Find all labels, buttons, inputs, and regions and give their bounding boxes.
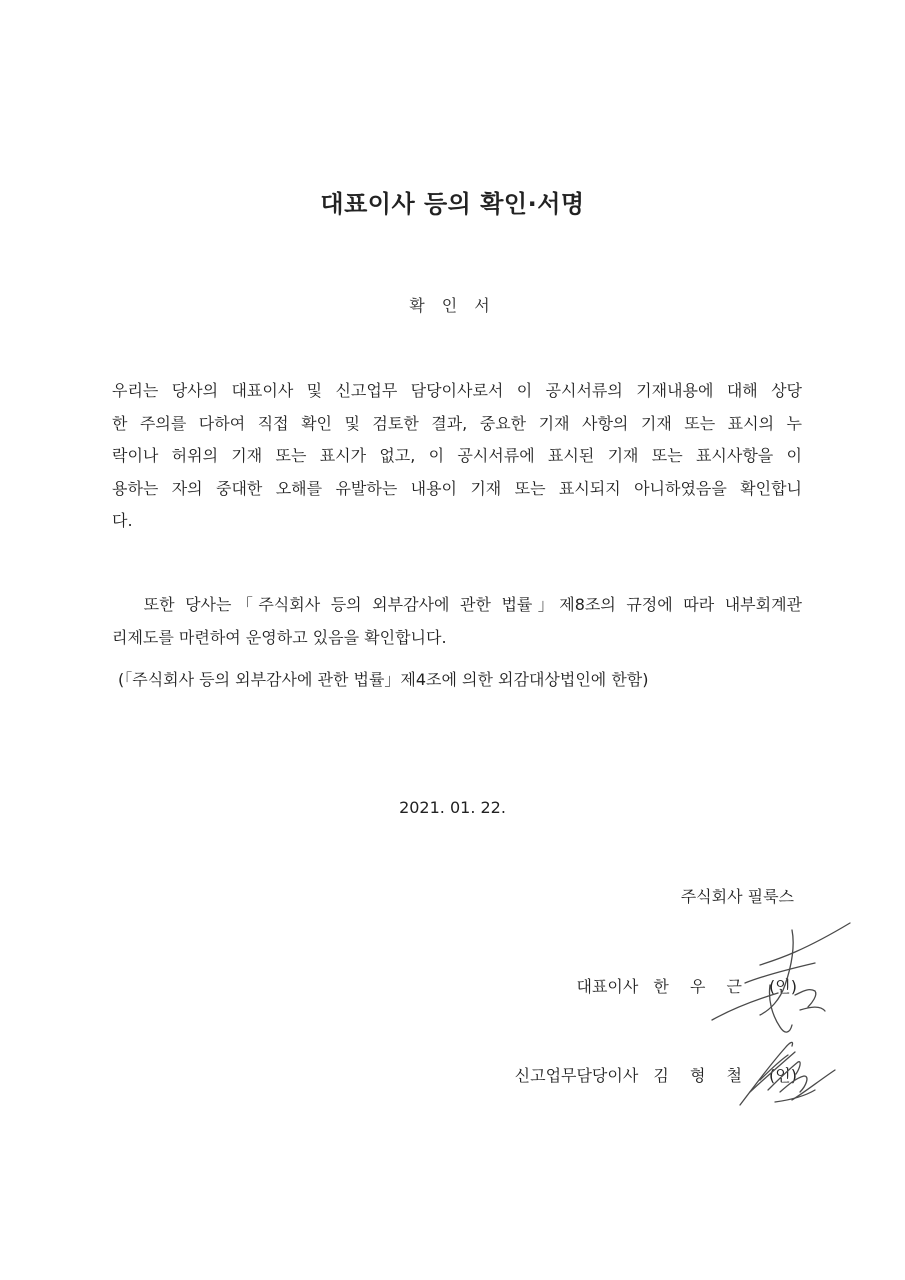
paragraph-line: 또한 당사는「주식회사 등의 외부감사에 관한 법률」제8조의 규정에 따라 내부회계관	[112, 595, 802, 614]
paragraph-line: 락이나 허위의 기재 또는 표시가 없고, 이 공시서류에 표시된 기재 또는 표시사항을 이	[112, 446, 802, 465]
document-subtitle: 확 인 서	[409, 296, 496, 315]
document-date: 2021. 01. 22.	[399, 798, 506, 817]
confirmation-paragraph	[112, 375, 802, 538]
company-name: 주식회사 필룩스	[680, 887, 794, 906]
paragraph-line: 우리는 당사의 대표이사 및 신고업무 담당이사로서 이 공시서류의 기재내용에 대해 상당	[112, 381, 802, 400]
officer-signature-line	[515, 1063, 797, 1086]
scope-note: (「주식회사 등의 외부감사에 관한 법률」제4조에 의한 외감대상법인에 한함)	[118, 670, 649, 689]
signer-role: 신고업무담당이사	[514, 1066, 639, 1085]
seal-mark: (인)	[769, 1066, 797, 1085]
signer-role: 대표이사	[576, 977, 639, 996]
seal-mark: (인)	[769, 977, 797, 996]
signer-name: 김 형 철	[653, 1066, 750, 1085]
paragraph-line: 한 주의를 다하여 직접 확인 및 검토한 결과, 중요한 기재 사항의 기재 또는 표시의 누	[112, 413, 802, 433]
paragraph-line: 리제도를 마련하여 운영하고 있음을 확인합니다.	[112, 627, 447, 647]
document-title: 대표이사 등의 확인·서명	[320, 190, 585, 218]
signer-name: 한 우 근	[653, 977, 750, 996]
ceo-signature-line	[576, 974, 797, 997]
paragraph-line: 다.	[112, 511, 133, 530]
internal-control-paragraph	[112, 589, 802, 654]
paragraph-line: 용하는 자의 중대한 오해를 유발하는 내용이 기재 또는 표시되지 아니하였음을 확인합니	[112, 478, 802, 498]
